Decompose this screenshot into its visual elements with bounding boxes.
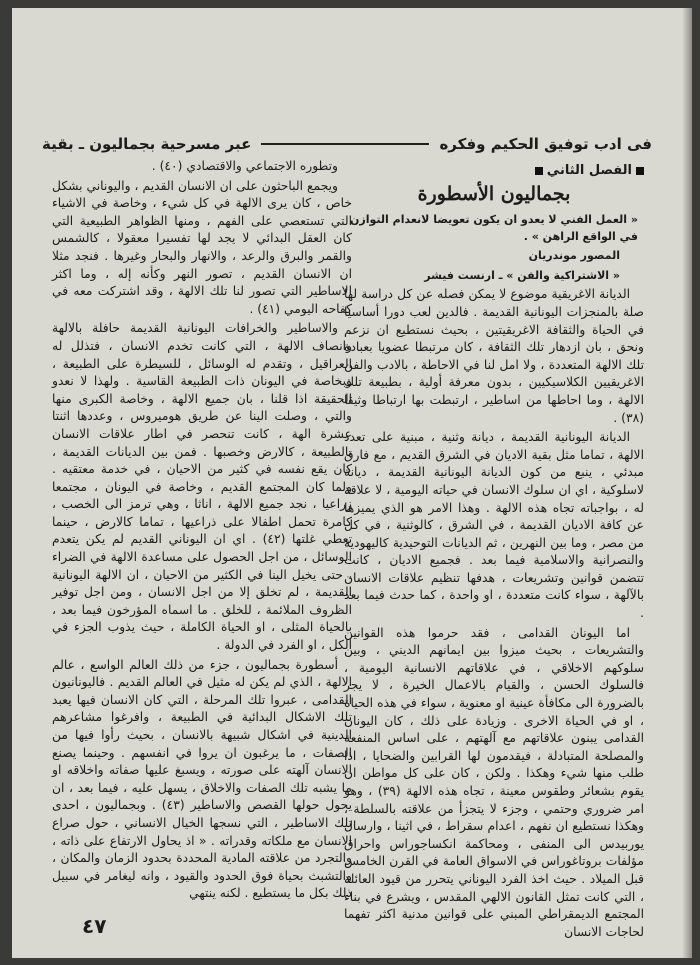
section-heading [344, 162, 644, 180]
page-binding-shadow [682, 8, 692, 958]
paragraph: ويجمع الباحثون على ان الانسان القديم ، واليوناني بشكل خاص ، كان يرى الالهة في كل شيء ، وخاصة في الاشياء التي تستعصي على الفهم ، ومنها الظواهر الطبيعية التي كان العقل البدائي لا يجد لها تفسيرا معقولا ، كالشمس والقمر والبرق والرعد ، والانهار والبحار وغيرها . فنجد مثلا ان الانسان القديم ، تصور النهر وكأنه إله ، وما اكثر الاساطير التي تصور لنا تلك الالهة ، وقد اشتركت معه في كفاحه اليومي (٤١) . [52, 178, 352, 316]
paragraph: اما اليونان القدامى ، فقد حرموا هذه القوانين والتشريعات ، بحيث ميزوا بين ايمانهم الديني ، وبين سلوكهم الاخلاقي ، في علاقاتهم الانسانية اليومية ، فالسلوك الحسن ، والقيام بالاعمال الخيرة ، لا يجر بالضرورة الى مكافأة عينية او معنوية ، سواء في هذه الحياة ، او في الحياة الاخرى . وزيادة على ذلك ، كان اليونان القدامى يبنون علاقاتهم مع آلهتهم ، على اساس المنفعة والمصلحة المتبادلة ، فيقدمون لها القرابين والضحايا ، اذا طلب منها شيء وهكذا . ولكن ، كان على كل مواطن ان يقوم بشعائر وطقوس معينة ، تجاه هذه الالهة (٣٩) ، وهو امر ضروري وحتمي ، وجزء لا يتجزأ من علاقته بالسلطة ، وهكذا نستطيع ان نفهم ، اعدام سقراط ، في اثينا ، وارسال يوربيدس الى المنفى ، ومحاكمة انكساجوراس واحراق مؤلفات بروتاغوراس في الاسواق العامة في القرن الخامس قبل الميلاد . حيث اخذ الفرد اليوناني يتحرر من قيود العائلة ، التي كانت تمثل القانون الالهي المقدس ، ويشرع في بناء المجتمع الديمقراطي المبني على قوانين مدنية اكثر تفهما لحاجات الانسان [344, 625, 644, 939]
section-label: الفصل الثاني [546, 163, 632, 178]
bullet-square-icon [636, 167, 644, 175]
magazine-page [12, 8, 692, 958]
epigraph: « العمل الفني لا يعدو ان يكون تعويضا لانعدام التوازن في الواقع الراهن » . [350, 213, 638, 244]
epigraph-attribution: المصور موندريان [528, 249, 620, 263]
paragraph: أسطورة بجماليون ، جزء من ذلك العالم الواسع ، عالم الالهة ، الذي لم يكن له مثيل في العالم القديم . فاليونانيون القدامى ، عبروا تلك المرحلة ، التي كان الانسان فيها يعبد تلك الاشكال البدائية في الطبيعة ، وافرغوا مشاعرهم الدينية في اشكال شبيهة بالانسان ، بحيث رأوا فيها من الصفات ، ما يرغبون ان يروا في انفسهم . وحينما يصنع الانسان آلهته على صورته ، ويسبغ عليها صفاته واخلاقه او ما يشبه تلك الصفات والاخلاق ، يسهل عليه ، فيما بعد ، ان يحول حولها القصص والاساطير (٤٣) . وبجماليون ، احدى تلك الاساطير ، التي نسجها الخيال الانساني ، حول صراع الانسان مع ملكاته وقدراته . « اذ يحاول الارتفاع على ذاته ، والتجرد من علاقته المادية المحددة بحدود الزمان والمكان ، والتشبث بحياة فوق الحدود والقيود ، وانه ليغامر في سبيل ذلك بكل ما يستطيع . لكنه ينتهي [52, 657, 353, 901]
page-number: ٤٧ [82, 914, 107, 938]
running-head-left: عبر مسرحية بجماليون ـ بقية [42, 135, 252, 153]
page-header [42, 128, 652, 160]
left-column [52, 158, 352, 928]
right-column [344, 158, 644, 939]
running-head-right: فى ادب توفيق الحكيم وفكره [439, 135, 652, 153]
header-rule [261, 143, 429, 145]
paragraph: والاساطير والخرافات اليونانية القديمة حافلة بالالهة وانصاف الالهة ، التي كانت تخدم الانسان ، فتذلل له العراقيل ، وتقدم له الوسائل ، للسيطرة على الطبيعة ، وبخاصة في اليونان ذات الطبيعة القاسية . ولهذا لا نعدو الحقيقة اذا قلنا ، بان جميع الالهة ، وخاصة الكبرى منها والتي ، وصلت الينا عن طريق هوميروس ، وعددها اثنتا عشرة الهة ، كانت تنحصر في اطار علاقات الانسان بالطبيعة ، كالارض وخصبها . فمن بين الديانات القديمة ، كان يقع نفسه في كثير من الاحيان ، في خدمة معتقيه . ولما كان المجتمع القديم ، وخاصة في اليونان ، مجتمعا زراعيا ، نجد جميع الالهة ، اناثا ، وهي ترمز الى الخصب ، كامرة تحمل اطفالا على ذراعيها ، تماما كالارض ، حينما تعطي غلتها (٤٢) . اي ان اليوناني القديم لم يكن يتعدم الوسائل ، من اجل الحصول على مساعدة الالهة في الضراء ، حتى يخيل الينا في الكثير من الاحيان ، ان الالهة اليونانية القديمة ، لم تخلق إلا من اجل الانسان ، ومن اجل توفير الظروف الملائمة ، للخلق . ما اسماه المؤرخون فيما بعد ، بالحياة المثلى ، او الحياة الكاملة ، حيث يذوب الجزء في الكل ، او الفرد في الدولة . [52, 321, 353, 653]
paragraph: الديانة الاغريقية موضوع لا يمكن فصله عن كل دراسة لها صلة بالمنجزات اليونانية القديمة . فالدين لعب دورا أساسيا في الحياة والثقافة الاغريقيتين ، بحيث نستطيع ان نزعم ونحق ، بان ازدهار تلك الثقافة ، كان مرتبطا عضويا بعبادة تلك الالهة المتعددة ، ولا امل لنا في الاحاطة ، بالادب والفن الاغريقيين الكلاسيكيين ، بدون معرفة أولية ، بطبيعة تلك الالهة ، وما احاطها من اساطير ، ارتبطت بها ارتباطا وثيقا (٣٨) . [344, 287, 644, 425]
paragraph: وتطوره الاجتماعي والاقتصادي (٤٠) . [151, 159, 338, 173]
article-title: بجماليون الأسطورة [417, 182, 571, 205]
second-epigraph: « الاشتراكية والفن » ـ ارنست فيشر [424, 268, 620, 282]
paragraph: الديانة اليونانية القديمة ، ديانة وثنية ، مبنية على تعدد الالهة ، تماما مثل بقية الاديان في الشرق القديم ، مع فارق مبدئي ، ينبع من كون الديانة اليونانية القديمة ، ديانة لاسلوكية ، اي ان سلوك الانسان في حياته اليومية ، لا علاقة له ، بواجباته تجاه هذه الالهة . وهذا الامر هو الذي يميزها عن كافة الاديان القديمة ، في الشرق ، كالوثنية ، في كل من مصر ، وما بين النهرين ، ثم الديانات التوحيدية كاليهودية والنصرانية والاسلامية فيما بعد . فجميع الاديان ، كانت تتضمن قوانين وتشريعات ، هدفها تنظيم علاقات الانسان بالآلهة ، سواء كانت متعددة ، او واحدة ، كما حدث فيما بعد . [344, 430, 644, 621]
bullet-square-icon [535, 167, 543, 175]
